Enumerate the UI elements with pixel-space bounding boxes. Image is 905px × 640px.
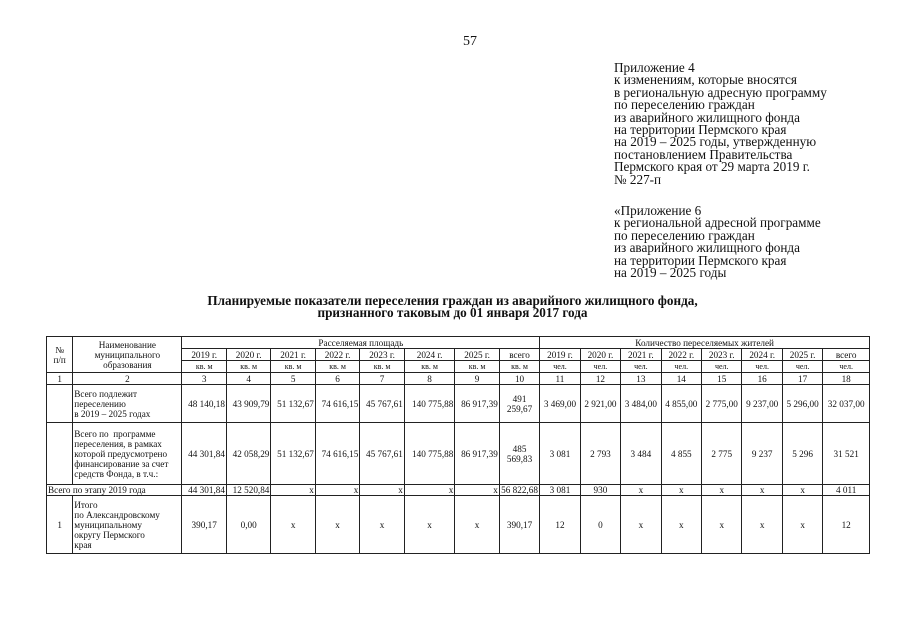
area-value: 42 058,29 — [226, 423, 270, 485]
area-value: 44 301,84 — [182, 485, 226, 496]
area-value: x — [271, 496, 315, 554]
header-unit-people: чел. — [661, 361, 701, 373]
table-row — [47, 385, 870, 423]
document-title: Планируемые показатели переселения граждан из аварийного жилищного фонда, признанного таковым до 01 января 2017 года — [207, 293, 698, 321]
people-value: 5 296 — [782, 423, 822, 485]
row-name: Всего по программе переселения, в рамках которой предусмотрено финансирование за счет средств Фонда, в т.ч.: — [73, 423, 182, 485]
header-name: Наименование муниципального образования — [73, 337, 182, 373]
column-index: 5 — [271, 373, 315, 385]
header-unit-people: чел. — [742, 361, 782, 373]
appendix-6-header: «Приложение 6 к региональной адресной программе по переселению граждан из аварийного жилищного фонда на территории Пермского края на 2019 – 2025 годы — [614, 203, 821, 281]
people-value: x — [621, 485, 661, 496]
header-unit-area: кв. м — [404, 361, 455, 373]
header-unit-people: чел. — [540, 361, 580, 373]
area-value: 74 616,15 — [315, 423, 359, 485]
column-index: 6 — [315, 373, 359, 385]
row-number: 1 — [47, 496, 73, 554]
people-value: x — [702, 496, 742, 554]
area-value: 86 917,39 — [455, 385, 499, 423]
people-value: 3 484 — [621, 423, 661, 485]
header-unit-area: кв. м — [499, 361, 539, 373]
column-index: 11 — [540, 373, 580, 385]
header-year: 2021 г. — [271, 349, 315, 361]
column-index: 2 — [73, 373, 182, 385]
area-value: x — [404, 496, 455, 554]
column-index: 7 — [360, 373, 404, 385]
area-value: x — [455, 496, 499, 554]
column-index: 14 — [661, 373, 701, 385]
area-value: 12 520,84 — [226, 485, 270, 496]
row-number — [47, 385, 73, 423]
column-index: 9 — [455, 373, 499, 385]
people-value: x — [661, 485, 701, 496]
people-value: 2 775,00 — [702, 385, 742, 423]
header-unit-people: чел. — [782, 361, 822, 373]
people-value: 0 — [580, 496, 620, 554]
people-value: 5 296,00 — [782, 385, 822, 423]
people-value: x — [661, 496, 701, 554]
area-value: 485 569,83 — [499, 423, 539, 485]
column-index: 17 — [782, 373, 822, 385]
area-value: x — [271, 485, 315, 496]
column-index: 15 — [702, 373, 742, 385]
area-value: 140 775,88 — [404, 423, 455, 485]
row-name: Итого по Александровскому муниципальному округу Пермского края — [73, 496, 182, 554]
area-value: x — [315, 485, 359, 496]
area-value: 491 259,67 — [499, 385, 539, 423]
area-value: 86 917,39 — [455, 423, 499, 485]
header-unit-people: чел. — [702, 361, 742, 373]
area-value: x — [315, 496, 359, 554]
people-value: x — [742, 485, 782, 496]
people-value: 3 484,00 — [621, 385, 661, 423]
header-unit-area: кв. м — [271, 361, 315, 373]
table-row — [47, 423, 870, 485]
row-name: Всего по этапу 2019 года — [47, 485, 182, 496]
table-row — [47, 485, 870, 496]
people-value: 2 775 — [702, 423, 742, 485]
row-number — [47, 423, 73, 485]
page-number: 57 — [463, 34, 477, 49]
header-year: 2020 г. — [580, 349, 620, 361]
column-index: 1 — [47, 373, 73, 385]
people-value: 12 — [540, 496, 580, 554]
header-year: 2020 г. — [226, 349, 270, 361]
area-value: 140 775,88 — [404, 385, 455, 423]
column-index: 8 — [404, 373, 455, 385]
column-index: 13 — [621, 373, 661, 385]
header-year: всего — [499, 349, 539, 361]
header-row-groups — [47, 337, 870, 349]
header-year: 2024 г. — [404, 349, 455, 361]
header-unit-area: кв. м — [360, 361, 404, 373]
header-unit-people: чел. — [621, 361, 661, 373]
resettlement-table — [46, 336, 870, 554]
column-index: 10 — [499, 373, 539, 385]
area-value: x — [360, 496, 404, 554]
header-num: № п/п — [47, 337, 73, 373]
appendix-header: Приложение 4 к изменениям, которые вносятся в региональную адресную программу по переселению граждан из аварийного жилищного фонда на территории Пермского края на 2019 – 2025 годы, утвержденную постановлением Правительства Пермского края от 29 марта 2019 г. № 227-п — [614, 60, 827, 187]
people-value: 12 — [823, 496, 870, 554]
header-year: 2022 г. — [315, 349, 359, 361]
area-value: 74 616,15 — [315, 385, 359, 423]
header-year: 2022 г. — [661, 349, 701, 361]
header-row-indexes — [47, 373, 870, 385]
header-year: 2024 г. — [742, 349, 782, 361]
people-value: x — [702, 485, 742, 496]
people-value: 3 081 — [540, 485, 580, 496]
area-value: 45 767,61 — [360, 423, 404, 485]
people-value: x — [782, 485, 822, 496]
row-name: Всего подлежит переселению в 2019 – 2025 годах — [73, 385, 182, 423]
people-value: 32 037,00 — [823, 385, 870, 423]
column-index: 12 — [580, 373, 620, 385]
column-index: 3 — [182, 373, 226, 385]
header-year: 2019 г. — [540, 349, 580, 361]
header-area-group: Расселяемая площадь — [182, 337, 540, 349]
header-people-group: Количество переселяемых жителей — [540, 337, 870, 349]
header-unit-area: кв. м — [182, 361, 226, 373]
people-value: 4 855 — [661, 423, 701, 485]
people-value: 4 011 — [823, 485, 870, 496]
area-value: x — [455, 485, 499, 496]
header-year: 2021 г. — [621, 349, 661, 361]
area-value: 51 132,67 — [271, 385, 315, 423]
people-value: 2 921,00 — [580, 385, 620, 423]
header-year: 2023 г. — [360, 349, 404, 361]
column-index: 4 — [226, 373, 270, 385]
people-value: x — [621, 496, 661, 554]
header-year: всего — [823, 349, 870, 361]
area-value: 390,17 — [182, 496, 226, 554]
people-value: 9 237 — [742, 423, 782, 485]
area-value: 48 140,18 — [182, 385, 226, 423]
people-value: 31 521 — [823, 423, 870, 485]
area-value: 0,00 — [226, 496, 270, 554]
header-unit-area: кв. м — [226, 361, 270, 373]
people-value: 3 469,00 — [540, 385, 580, 423]
people-value: 930 — [580, 485, 620, 496]
header-unit-area: кв. м — [315, 361, 359, 373]
people-value: x — [742, 496, 782, 554]
header-year: 2023 г. — [702, 349, 742, 361]
area-value: 45 767,61 — [360, 385, 404, 423]
people-value: 9 237,00 — [742, 385, 782, 423]
people-value: 2 793 — [580, 423, 620, 485]
people-value: x — [782, 496, 822, 554]
people-value: 3 081 — [540, 423, 580, 485]
header-unit-people: чел. — [580, 361, 620, 373]
header-year: 2025 г. — [455, 349, 499, 361]
people-value: 4 855,00 — [661, 385, 701, 423]
area-value: 44 301,84 — [182, 423, 226, 485]
table-row — [47, 496, 870, 554]
area-value: 390,17 — [499, 496, 539, 554]
column-index: 18 — [823, 373, 870, 385]
area-value: x — [404, 485, 455, 496]
header-unit-area: кв. м — [455, 361, 499, 373]
area-value: x — [360, 485, 404, 496]
header-unit-people: чел. — [823, 361, 870, 373]
column-index: 16 — [742, 373, 782, 385]
area-value: 43 909,79 — [226, 385, 270, 423]
header-year: 2019 г. — [182, 349, 226, 361]
header-year: 2025 г. — [782, 349, 822, 361]
area-value: 56 822,68 — [501, 485, 538, 495]
area-value: 51 132,67 — [271, 423, 315, 485]
